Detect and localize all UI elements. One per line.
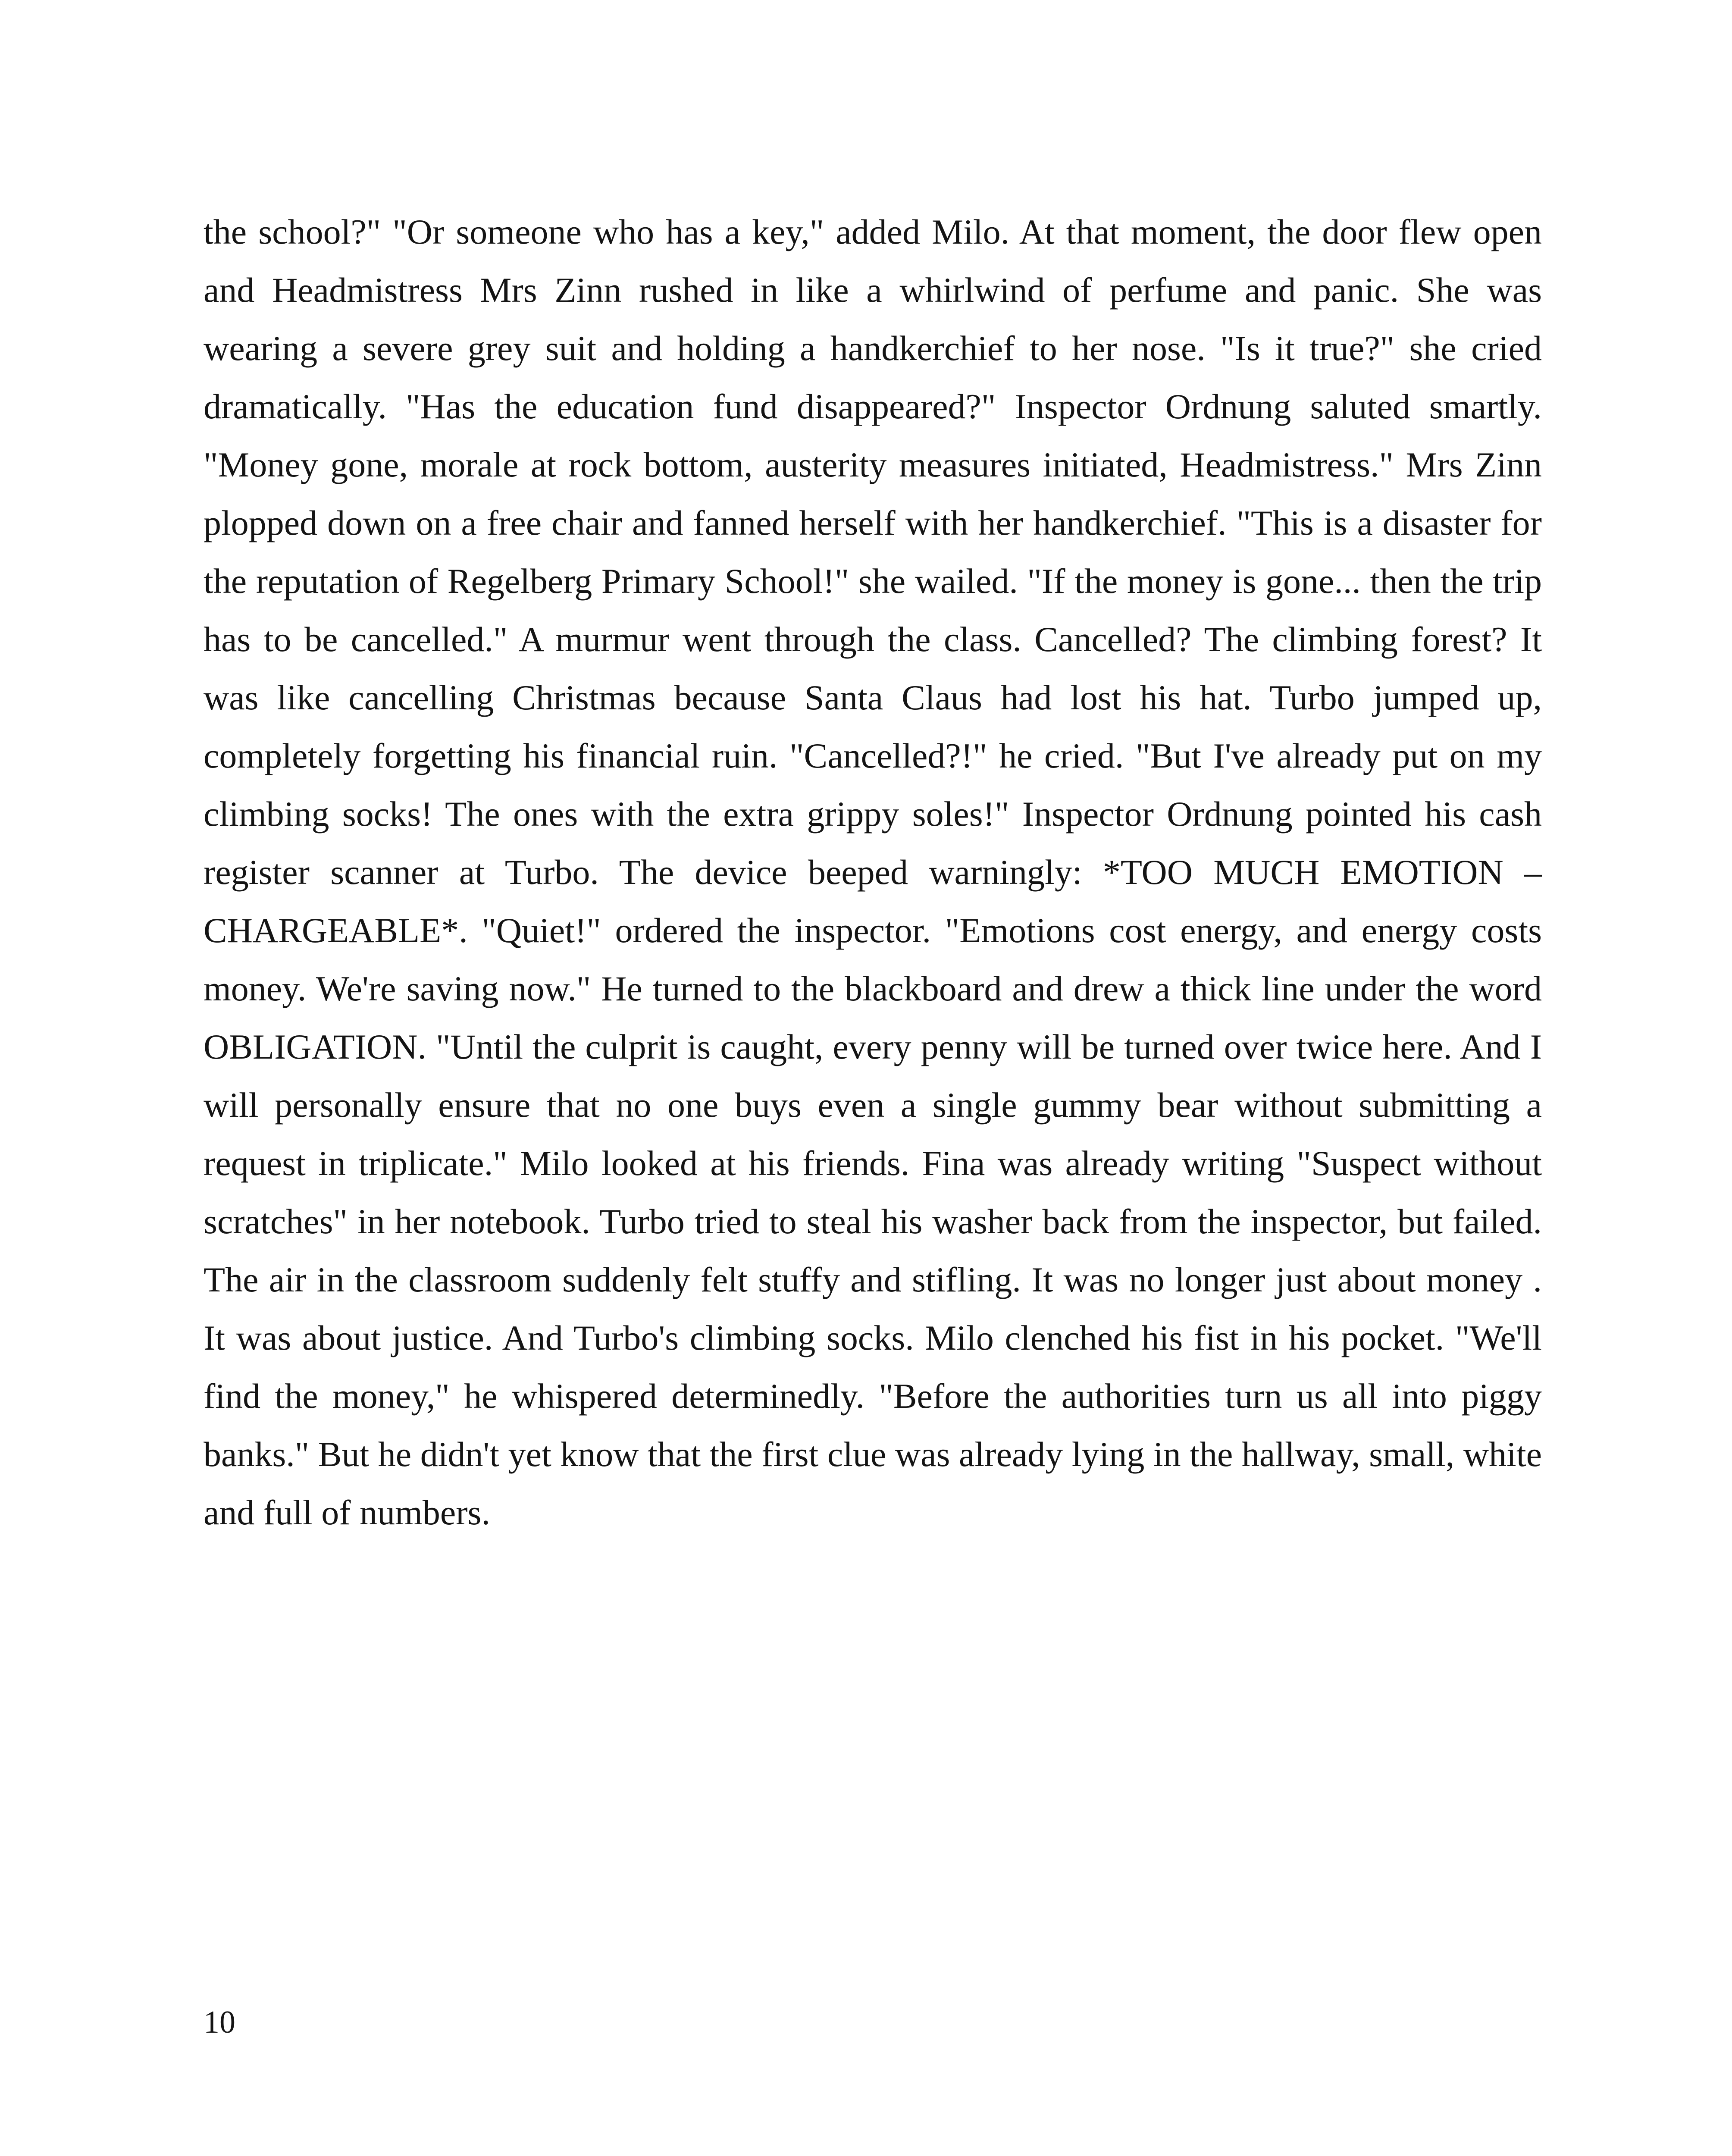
page-number: 10: [204, 2005, 235, 2040]
body-paragraph: the school?" "Or someone who has a key," added Milo. At that moment, the door flew open and Headmistress Mrs Zinn rushed in like a whirlwind of perfume and panic. She was wearing a severe grey suit and holding a handkerchief to her nose. "Is it true?" she cried dramatically. "Has the education fund disappeared?" Inspector Ordnung saluted smartly. "Money gone, morale at rock bottom, austerity measures initiated, Headmistress." Mrs Zinn plopped down on a free chair and fanned herself with her handkerchief. "This is a disaster for the reputation of Regelberg Primary School!" she wailed. "If the money is gone... then the trip has to be cancelled." A murmur went through the class. Cancelled? The climbing forest? It was like cancelling Christmas because Santa Claus had lost his hat. Turbo jumped up, completely forgetting his financial ruin. "Cancelled?!" he cried. "But I've already put on my climbing socks! The ones with the extra grippy soles!" Inspector Ordnung pointed his cash register scanner at Turbo. The device beeped warningly: *TOO MUCH EMOTION – CHARGEABLE*. "Quiet!" ordered the inspector. "Emotions cost energy, and energy costs money. We're saving now." He turned to the blackboard and drew a thick line under the word OBLIGATION. "Until the culprit is caught, every penny will be turned over twice here. And I will personally ensure that no one buys even a single gummy bear without submitting a request in triplicate." Milo looked at his friends. Fina was already writing "Suspect without scratches" in her notebook. Turbo tried to steal his washer back from the inspector, but failed. The air in the classroom suddenly felt stuffy and stifling. It was no longer just about money . It was about justice. And Turbo's climbing socks. Milo clenched his fist in his pocket. "We'll find the money," he whispered determinedly. "Before the authorities turn us all into piggy banks." But he didn't yet know that the first clue was already lying in the hallway, small, white and full of numbers.: [204, 212, 1542, 1532]
